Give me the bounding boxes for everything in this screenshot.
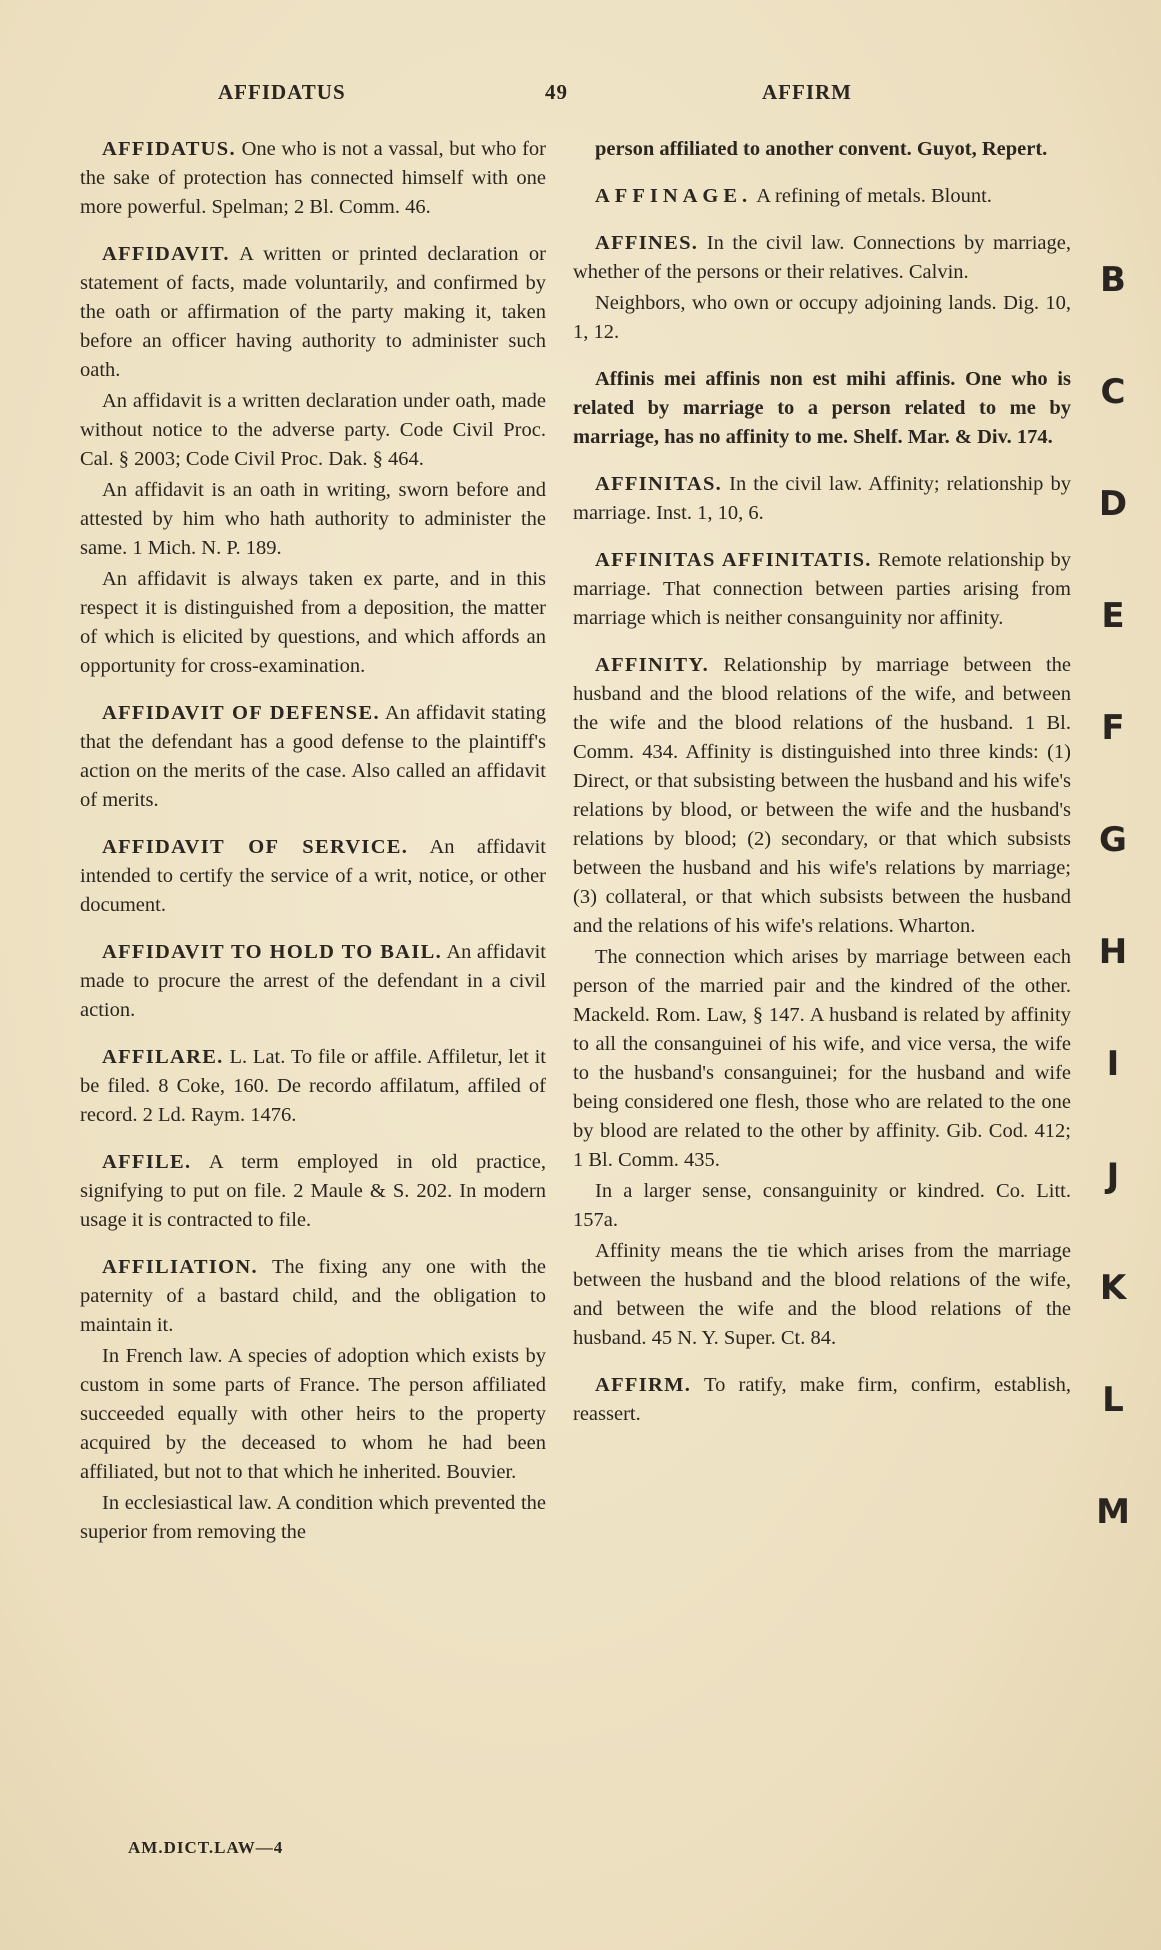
headword: AFFIDAVIT TO HOLD TO BAIL. bbox=[102, 941, 443, 963]
entry-paragraph bbox=[80, 565, 546, 681]
entry-paragraph bbox=[80, 135, 546, 222]
entry-paragraph bbox=[80, 387, 546, 474]
headword: AFFIDAVIT OF SERVICE. bbox=[102, 836, 409, 858]
dictionary-entry bbox=[573, 365, 1071, 452]
definition-text: In a larger sense, consanguinity or kindred. Co. Litt. 157a. bbox=[573, 1180, 1071, 1231]
thumb-index-letter[interactable]: F bbox=[1101, 708, 1125, 748]
entry-paragraph bbox=[573, 1237, 1071, 1353]
thumb-index-letter[interactable]: J bbox=[1106, 1156, 1120, 1196]
thumb-index-letter[interactable]: B bbox=[1100, 260, 1126, 300]
headword: AFFIRM. bbox=[595, 1374, 692, 1396]
definition-text: In the civil law. Connections by marriage, whether of the persons or their relatives. Calvin. bbox=[573, 232, 1072, 283]
dictionary-entry bbox=[80, 135, 546, 222]
definition-text: In French law. A species of adoption which exists by custom in some parts of France. The person affiliated succeeded equally with other heirs to the property acquired by the deceased to whom he had been affiliated, but not to that which he inherited. Bouvier. bbox=[80, 1345, 546, 1483]
definition-text: An affidavit made to procure the arrest of the defendant in a civil action. bbox=[80, 941, 546, 1021]
dictionary-entry bbox=[80, 938, 546, 1025]
definition-text: An affidavit is an oath in writing, sworn before and attested by him who hath authority to administer the same. 1 Mich. N. P. 189. bbox=[80, 479, 546, 559]
entry-paragraph bbox=[573, 943, 1071, 1175]
headword: AFFIDAVIT. bbox=[102, 243, 230, 265]
definition-text: An affidavit is always taken ex parte, and in this respect it is distinguished from a deposition, the matter of which is elicited by questions, and which affords an opportunity for cross-examination. bbox=[80, 568, 546, 677]
dictionary-entry bbox=[573, 1371, 1071, 1429]
entry-paragraph bbox=[573, 651, 1071, 941]
thumb-index-letter[interactable]: H bbox=[1098, 932, 1128, 972]
entry-paragraph bbox=[80, 240, 546, 385]
entry-paragraph bbox=[80, 476, 546, 563]
thumb-index-letter[interactable]: M bbox=[1096, 1492, 1130, 1532]
headword: AFFINES. bbox=[595, 232, 699, 254]
definition-text: A term employed in old practice, signifying to put on file. 2 Maule & S. 202. In modern usage it is contracted to file. bbox=[80, 1151, 546, 1231]
definition-text: Neighbors, who own or occupy adjoining lands. Dig. 10, 1, 12. bbox=[573, 292, 1071, 343]
definition-text: person affiliated to another convent. Guyot, Repert. bbox=[595, 138, 1048, 160]
definition-text: A written or printed declaration or statement of facts, made voluntarily, and confirmed by the oath or affirmation of the party making it, taken before an officer having authority to administer such oath. bbox=[80, 243, 546, 381]
entry-paragraph bbox=[80, 833, 546, 920]
dictionary-entry bbox=[573, 135, 1071, 164]
dictionary-entry bbox=[80, 1148, 546, 1235]
headword: AFFINITAS AFFINITATIS. bbox=[595, 549, 872, 571]
definition-text: The fixing any one with the paternity of a bastard child, and the obligation to maintain it. bbox=[80, 1256, 546, 1336]
entry-paragraph bbox=[80, 1043, 546, 1130]
entry-paragraph bbox=[80, 1148, 546, 1235]
right-column bbox=[573, 135, 1071, 1447]
dictionary-entry bbox=[80, 699, 546, 815]
entry-paragraph bbox=[573, 182, 1071, 211]
headword: AFFINAGE. bbox=[595, 185, 753, 207]
entry-paragraph bbox=[80, 699, 546, 815]
running-header bbox=[80, 80, 920, 110]
entry-paragraph bbox=[573, 229, 1071, 287]
dictionary-entry bbox=[573, 229, 1071, 347]
headword: AFFILIATION. bbox=[102, 1256, 258, 1278]
headword: AFFINITAS. bbox=[595, 473, 723, 495]
definition-text: A refining of metals. Blount. bbox=[756, 185, 992, 207]
definition-text: Affinity means the tie which arises from the marriage between the husband and the blood relations of the wife, and between the wife and the blood relations of the husband. 45 N. Y. Super. Ct. 84. bbox=[573, 1240, 1071, 1349]
headword: AFFIDAVIT OF DEFENSE. bbox=[102, 702, 380, 724]
definition-text: Affinis mei affinis non est mihi affinis. One who is related by marriage to a person related to me by marriage, has no affinity to me. Shelf. Mar. & Div. 174. bbox=[573, 368, 1071, 448]
thumb-index-letter[interactable]: L bbox=[1102, 1380, 1124, 1420]
definition-text: Remote relationship by marriage. That connection between parties arising from marriage which is neither consanguinity nor affinity. bbox=[573, 549, 1072, 629]
dictionary-entry bbox=[573, 546, 1071, 633]
dictionary-entry bbox=[80, 1253, 546, 1547]
dictionary-entry bbox=[573, 470, 1071, 528]
entry-paragraph bbox=[573, 1371, 1071, 1429]
entry-paragraph bbox=[80, 1489, 546, 1547]
definition-text: An affidavit stating that the defendant has a good defense to the plaintiff's action on the merits of the case. Also called an affidavit of merits. bbox=[80, 702, 546, 811]
definition-text: The connection which arises by marriage between each person of the married pair and the kindred of the other. Mackeld. Rom. Law, § 147. A husband is related by affinity to all the consanguinei of his wife, and vice versa, the wife to the husband's consanguinei; for the husband and wife being considered one flesh, those who are related to the one by blood are related to the other by affinity. Gib. Cod. 412; 1 Bl. Comm. 435. bbox=[573, 946, 1071, 1171]
dictionary-entry bbox=[80, 1043, 546, 1130]
thumb-index-letter[interactable]: C bbox=[1100, 372, 1126, 412]
header-left-guide-word: AFFIDATUS bbox=[218, 80, 346, 104]
definition-text: L. Lat. To file or affile. Affiletur, let it be filed. 8 Coke, 160. De recordo affilatum, affiled of record. 2 Ld. Raym. 1476. bbox=[80, 1046, 547, 1126]
entry-paragraph bbox=[573, 365, 1071, 452]
entry-paragraph bbox=[80, 1253, 546, 1340]
thumb-index-letter[interactable]: D bbox=[1098, 484, 1128, 524]
thumb-index-letter[interactable]: E bbox=[1101, 596, 1125, 636]
entry-paragraph bbox=[573, 289, 1071, 347]
signature-mark: AM.DICT.LAW—4 bbox=[128, 1838, 284, 1857]
definition-text: To ratify, make firm, confirm, establish, reassert. bbox=[573, 1374, 1071, 1425]
headword: AFFIDATUS. bbox=[102, 138, 236, 160]
dictionary-entry bbox=[573, 651, 1071, 1353]
entry-paragraph bbox=[573, 546, 1071, 633]
definition-text: In the civil law. Affinity; relationship by marriage. Inst. 1, 10, 6. bbox=[573, 473, 1071, 524]
definition-text: An affidavit is a written declaration under oath, made without notice to the adverse party. Code Civil Proc. Cal. § 2003; Code Civil Proc. Dak. § 464. bbox=[80, 390, 546, 470]
left-column bbox=[80, 135, 546, 1565]
definition-text: One who is not a vassal, but who for the sake of protection has connected himself with one more powerful. Spelman; 2 Bl. Comm. 46. bbox=[80, 138, 546, 218]
dictionary-entry bbox=[80, 240, 546, 681]
thumb-index-letter[interactable]: G bbox=[1099, 820, 1127, 860]
definition-text: Relationship by marriage between the husband and the blood relations of the wife, and between the wife and the blood relations of the husband. 1 Bl. Comm. 434. Affinity is distinguished into three kinds: (1) Direct, or that subsisting between the husband and his wife's relations by blood, or between the wife and the husband's relations by blood; (2) secondary, or that which subsists between the husband and his wife's relations by marriage; (3) collateral, or that which subsists between the husband and the relations of his wife's relations. Wharton. bbox=[573, 654, 1071, 937]
thumb-index-letter[interactable]: K bbox=[1099, 1268, 1127, 1308]
dictionary-entry bbox=[80, 833, 546, 920]
entry-paragraph bbox=[573, 1177, 1071, 1235]
definition-text: In ecclesiastical law. A condition which prevented the superior from removing the bbox=[80, 1492, 546, 1543]
definition-text: An affidavit intended to certify the service of a writ, notice, or other document. bbox=[80, 836, 546, 916]
entry-paragraph bbox=[573, 135, 1071, 164]
headword: AFFILE. bbox=[102, 1151, 192, 1173]
header-right-guide-word: AFFIRM bbox=[762, 80, 852, 104]
entry-paragraph bbox=[80, 938, 546, 1025]
headword: AFFILARE. bbox=[102, 1046, 224, 1068]
dictionary-entry bbox=[573, 182, 1071, 211]
headword: AFFINITY. bbox=[595, 654, 710, 676]
entry-paragraph bbox=[80, 1342, 546, 1487]
entry-paragraph bbox=[573, 470, 1071, 528]
page-number: 49 bbox=[545, 80, 568, 104]
thumb-index-letter[interactable]: I bbox=[1106, 1044, 1120, 1084]
